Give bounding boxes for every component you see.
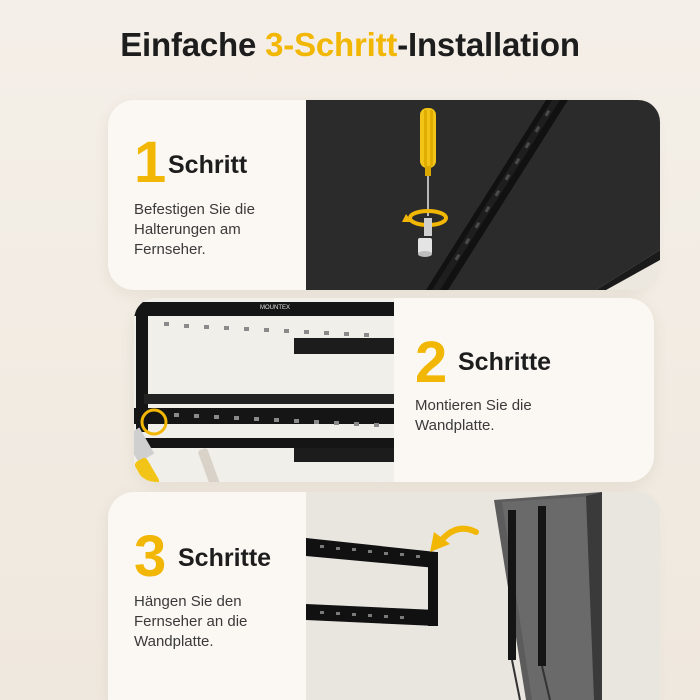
step-2-description: Montieren Sie die Wandplatte.: [415, 397, 532, 434]
step-3-number: 3: [134, 524, 167, 589]
step-3-description: Hängen Sie den Fernseher an die Wandplatte.: [134, 593, 248, 650]
step-1-label: Schritt: [168, 151, 248, 179]
step-3-label: Schritte: [178, 544, 272, 572]
step-2-photo: [134, 298, 394, 482]
page-title: [0, 26, 700, 64]
step-1-number: 1: [134, 130, 167, 195]
step-1-description: Befestigen Sie die Halterungen am Fernseher.: [134, 201, 255, 258]
title-prefix: Einfache: [120, 26, 266, 63]
title-suffix: -Installation: [397, 26, 580, 63]
step-2-number: 2: [415, 330, 448, 395]
tv-back-bracket-illustration: [306, 100, 660, 290]
step-1-photo: [306, 100, 660, 290]
step-3-photo: [306, 492, 660, 700]
title-accent: 3-Schritt: [265, 26, 398, 63]
hang-tv-illustration: [306, 492, 660, 700]
wall-plate-illustration: [134, 298, 394, 482]
step-2-label: Schritte: [458, 348, 552, 376]
brand-label: MOUNTEX: [260, 305, 290, 311]
